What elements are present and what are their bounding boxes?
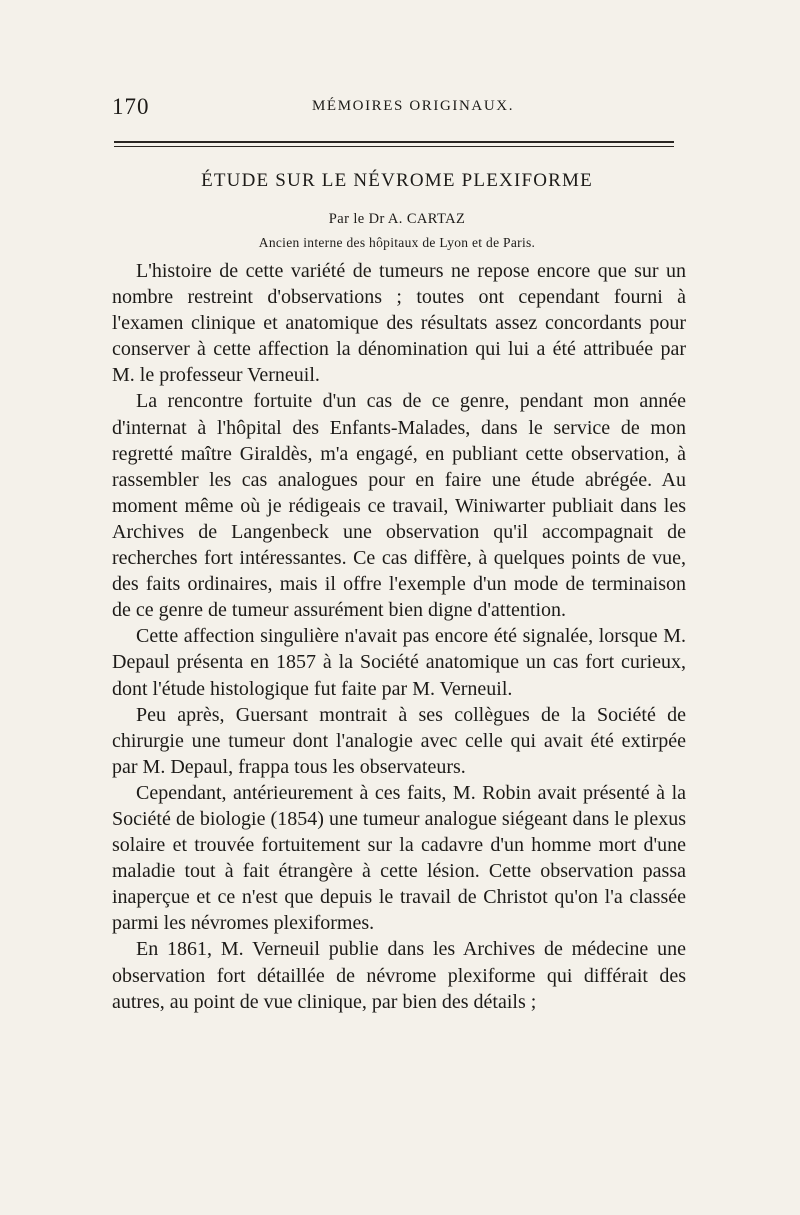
author-affiliation: Ancien interne des hôpitaux de Lyon et de Paris.: [258, 235, 536, 250]
running-title: MÉMOIRES ORIGINAUX.: [312, 98, 515, 114]
article-body: [112, 258, 686, 1015]
paragraph: En 1861, M. Verneuil publie dans les Archives de médecine une observation fort détaillée de névrome plexiforme qui différait des autres, au point de vue clinique, par bien des détails ;: [112, 938, 686, 1013]
header-rule-thin: [114, 146, 674, 147]
paragraph: Cependant, antérieurement à ces faits, M. Robin avait présenté à la Société de biologie (1854) une tumeur analogue siégeant dans le plexus solaire et trouvée fortuitement sur la cadavre d'un homme mort d'une maladie tout à fait étrangère à cette lésion. Cette observation passa inaperçue et ce n'est que depuis le travail de Christot qu'on l'a classée parmi les névromes plexiformes.: [112, 781, 686, 935]
author-byline: Par le Dr A. CARTAZ: [328, 211, 466, 227]
article-title: ÉTUDE SUR LE NÉVROME PLEXIFORME: [201, 170, 593, 191]
page-number: 170: [112, 94, 150, 119]
header-rule-thick: [114, 141, 674, 143]
paragraph: L'histoire de cette variété de tumeurs ne repose encore que sur un nombre restreint d'observations ; toutes ont cependant fourni à l'examen clinique et anatomique des résultats assez concordants pour conserver à cette affection la dénomination qui lui a été attribuée par M. le professeur Verneuil.: [112, 260, 686, 387]
paragraph: Peu après, Guersant montrait à ses collègues de la Société de chirurgie une tumeur dont l'analogie avec celle qui avait été extirpée par M. Depaul, frappa tous les observateurs.: [112, 703, 686, 778]
running-head: [112, 94, 682, 124]
paragraph: La rencontre fortuite d'un cas de ce genre, pendant mon année d'internat à l'hôpital des Enfants-Malades, dans le service de mon regretté maître Giraldès, m'a engagé, en publiant cette observation, à rassembler les cas analogues pour en faire une étude abrégée. Au moment même où je rédigeais ce travail, Winiwarter publiait dans les Archives de Langenbeck une observation qu'il accompagnait de recherches fort intéressantes. Ce cas diffère, à quelques points de vue, des faits ordinaires, mais il offre l'exemple d'un mode de terminaison de ce genre de tumeur assurément bien digne d'attention.: [112, 390, 686, 622]
paragraph: Cette affection singulière n'avait pas encore été signalée, lorsque M. Depaul présenta en 1857 à la Société anatomique un cas fort curieux, dont l'étude histologique fut faite par M. Verneuil.: [112, 625, 686, 700]
